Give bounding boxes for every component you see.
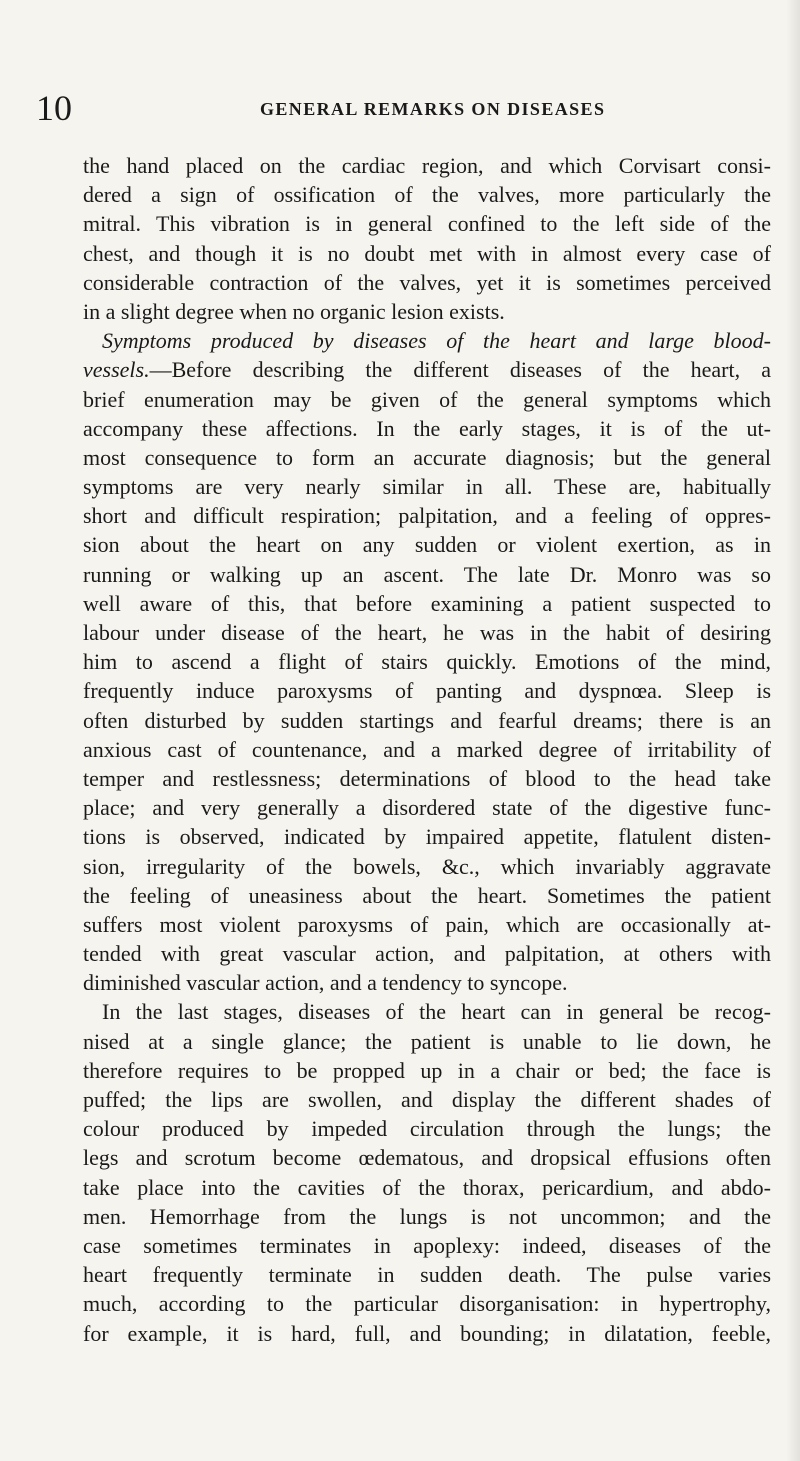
text-line: labour under disease of the heart, he was in the habit of desiring [83, 620, 771, 645]
text-line: men. Hemorrhage from the lungs is not uncommon; and the [83, 1203, 771, 1229]
text-line: sion about the heart on any sudden or violent exertion, as in [83, 532, 771, 558]
text-line: legs and scrotum become œdematous, and dropsical effusions often [83, 1145, 771, 1171]
text-line: suffers most violent paroxysms of pain, which are occasionally at- [83, 911, 771, 937]
text-line: for example, it is hard, full, and bounding; in dilatation, feeble, [83, 1320, 771, 1346]
text-line: tended with great vascular action, and palpitation, at others with [83, 941, 771, 967]
text-line: vessels.—Before describing the different diseases of the heart, a [83, 357, 771, 383]
text-line: diminished vascular action, and a tendency to syncope. [83, 970, 568, 996]
text-line: take place into the cavities of the thorax, pericardium, and abdo- [83, 1174, 771, 1200]
text-line: place; and very generally a disordered state of the digestive func- [83, 795, 771, 821]
text-line: tions is observed, indicated by impaired appetite, flatulent disten- [83, 824, 771, 850]
section-heading-line [83, 326, 771, 355]
text-line: often disturbed by sudden startings and fearful dreams; there is an [83, 707, 771, 733]
text-line: running or walking up an ascent. The late Dr. Monro was so [83, 561, 771, 587]
text-line: most consequence to form an accurate diagnosis; but the general [83, 444, 771, 470]
text-line: nised at a single glance; the patient is unable to lie down, he [83, 1028, 771, 1054]
text-line: colour produced by impeded circulation through the lungs; the [83, 1116, 771, 1142]
text-line: case sometimes terminates in apoplexy: indeed, diseases of the [83, 1232, 771, 1258]
text-line: mitral. This vibration is in general confined to the left side of the [83, 211, 771, 237]
text-line: dered a sign of ossification of the valves, more particularly the [83, 182, 771, 208]
text-line: the feeling of uneasiness about the heart. Sometimes the patient [83, 882, 771, 908]
text-line: much, according to the particular disorganisation: in hypertrophy, [83, 1291, 771, 1317]
text-line: brief enumeration may be given of the general symptoms which [83, 386, 771, 412]
running-head: GENERAL REMARKS ON DISEASES [260, 99, 606, 119]
text-line: chest, and though it is no doubt met with in almost every case of [83, 240, 771, 266]
text-line: accompany these affections. In the early stages, it is of the ut- [83, 415, 771, 441]
text-line: in a slight degree when no organic lesion exists. [83, 298, 505, 324]
section-heading: Symptoms produced by diseases of the heart and large blood- [102, 328, 771, 354]
text-line: the hand placed on the cardiac region, and which Corvisart consi- [83, 153, 771, 178]
text-line: temper and restlessness; determinations of blood to the head take [83, 765, 771, 791]
text-line: sion, irregularity of the bowels, &c., which invariably aggravate [83, 853, 771, 879]
page-number: 10 [36, 88, 72, 128]
text-line: puffed; the lips are swollen, and display the different shades of [83, 1087, 771, 1112]
text-line: anxious cast of countenance, and a marked degree of irritability of [83, 736, 771, 762]
body-text [83, 151, 771, 1348]
text-line: therefore requires to be propped up in a chair or bed; the face is [83, 1057, 771, 1083]
section-heading-cont: vessels. [83, 357, 150, 383]
text-line: considerable contraction of the valves, yet it is sometimes perceived [83, 269, 771, 295]
text-line: symptoms are very nearly similar in all. These are, habitually [83, 474, 771, 500]
text-line: In the last stages, diseases of the heart can in general be recog- [102, 999, 771, 1025]
text-line: him to ascend a flight of stairs quickly. Emotions of the mind, [83, 649, 771, 675]
text-line: frequently induce paroxysms of panting and dyspnœa. Sleep is [83, 678, 771, 704]
text-line: heart frequently terminate in sudden death. The pulse varies [83, 1262, 771, 1288]
text-line: well aware of this, that before examining a patient suspected to [83, 590, 771, 616]
text-line: short and difficult respiration; palpitation, and a feeling of oppres- [83, 503, 771, 529]
page-header [36, 88, 776, 128]
scan-edge-shadow [786, 0, 800, 1461]
